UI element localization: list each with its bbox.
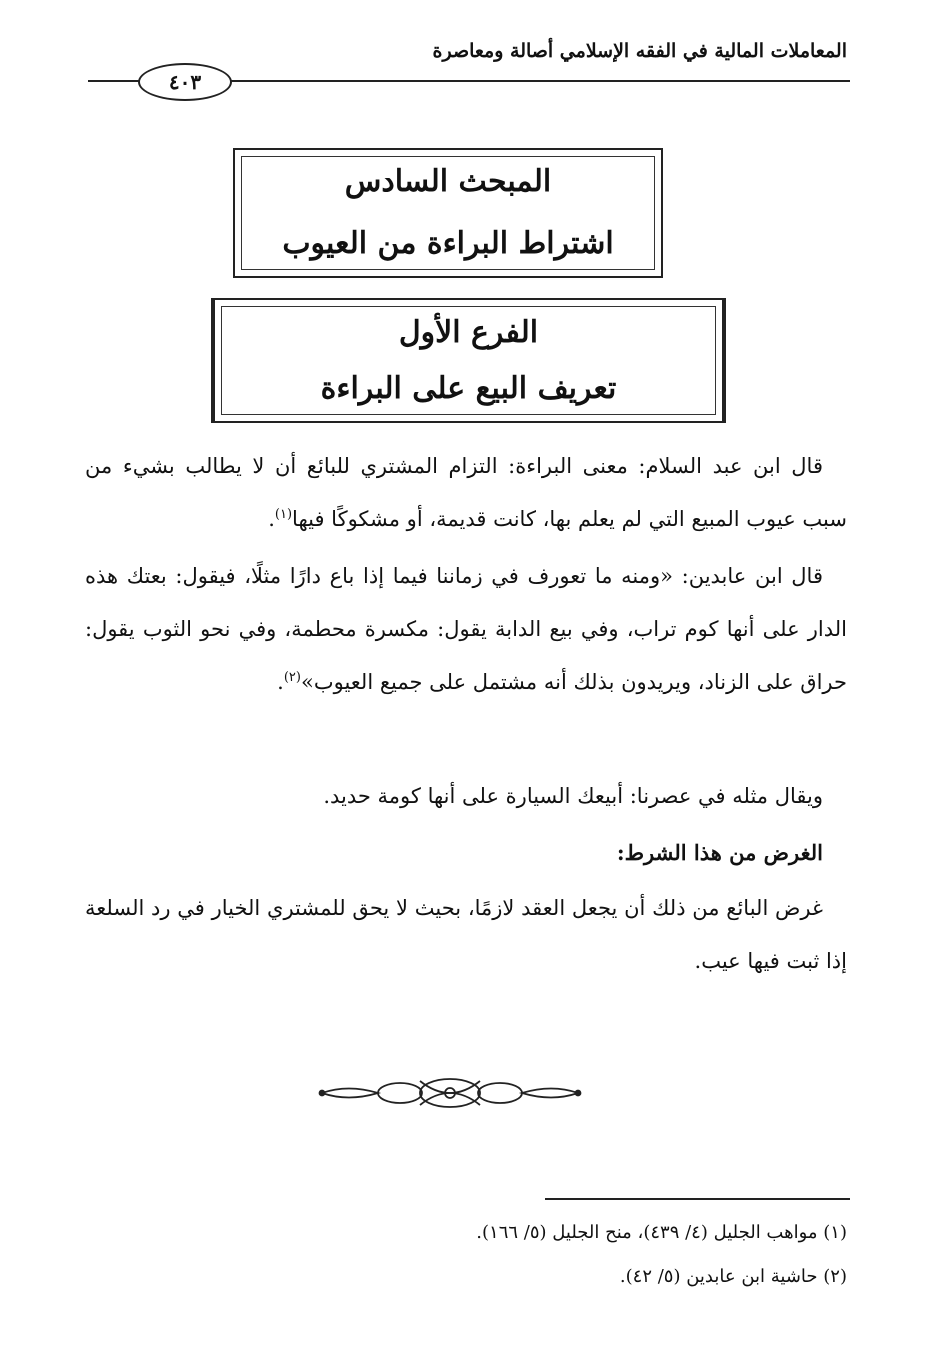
paragraph-definition: [85, 440, 847, 546]
paragraph-definition-end: .: [268, 507, 275, 531]
page-number-badge: ٤٠٣: [138, 63, 232, 101]
branch-subject-title: تعريف البيع على البراءة: [320, 370, 617, 406]
paragraph-purpose: غرض البائع من ذلك أن يجعل العقد لازمًا، بحيث لا يحق للمشتري الخيار في رد السلعة إذا ثبت فيها عيب.: [85, 896, 847, 973]
running-header-title: المعاملات المالية في الفقه الإسلامي أصالة ومعاصرة: [432, 40, 847, 62]
footnote-separator: [545, 1198, 850, 1200]
section-title-box: [233, 148, 663, 278]
decorative-divider-icon: [318, 1068, 582, 1118]
paragraph-definition-text: قال ابن عبد السلام: معنى البراءة: التزام المشتري للبائع أن لا يطالب بشيء من سبب عيوب المبيع التي لم يعلم بها، كانت قديمة، أو مشكوكًا فيها: [85, 454, 847, 531]
footnote-1: (١) مواهب الجليل (٤/ ٤٣٩)، منح الجليل (٥/ ١٦٦).: [476, 1222, 847, 1243]
section-number-title: المبحث السادس: [344, 164, 552, 199]
subheading-purpose: الغرض من هذا الشرط:: [616, 840, 823, 865]
paragraph-modern-example: ويقال مثله في عصرنا: أبيعك السيارة على أنها كومة حديد.: [323, 784, 823, 808]
paragraph-quote-end: .: [277, 670, 284, 694]
branch-title-box: [211, 298, 726, 423]
footnote-ref-1[interactable]: (١): [274, 507, 293, 522]
paragraph-ibn-abidin-quote: [85, 550, 847, 709]
footnote-ref-2[interactable]: (٢): [283, 670, 301, 685]
footnote-2: (٢) حاشية ابن عابدين (٥/ ٤٢).: [619, 1266, 847, 1287]
paragraph-quote-text: قال ابن عابدين: «ومنه ما تعورف في زماننا فيما إذا باع دارًا مثلًا، فيقول: بعتك هذه الدار على أنها كوم تراب، وفي بيع الدابة يقول: مكسرة محطمة، وفي نحو الثوب يقول: حراق على الزناد، ويريدون بذلك أنه مشتمل على جميع العيوب»: [85, 564, 847, 694]
section-subject-title: اشتراط البراءة من العيوب: [282, 226, 614, 261]
branch-number-title: الفرع الأول: [398, 314, 539, 350]
